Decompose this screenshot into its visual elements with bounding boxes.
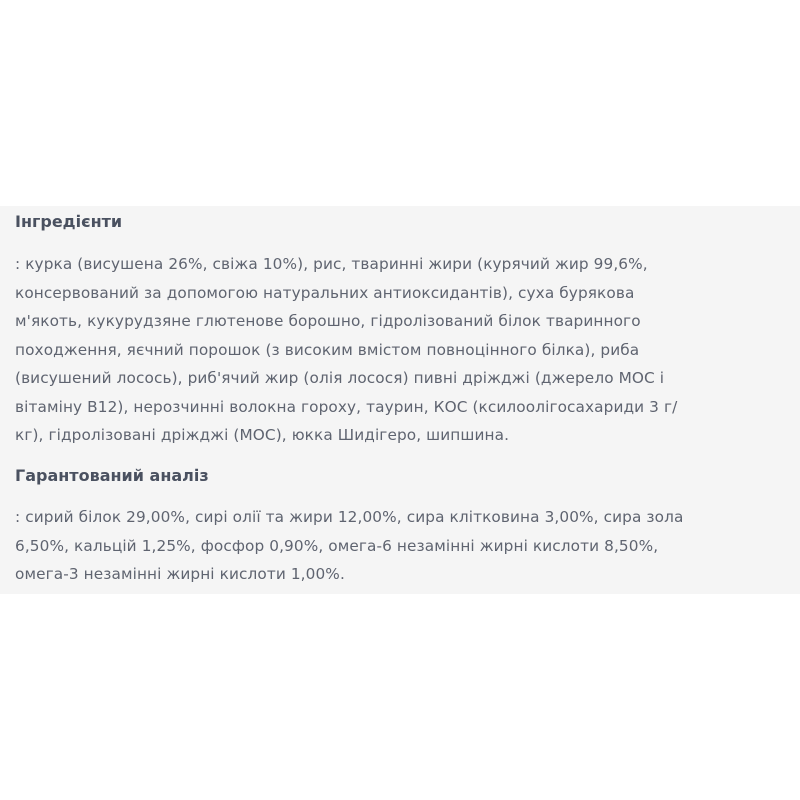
ingredients-line: (висушений лосось), риб'ячий жир (олія лосося) пивні дріжджі (джерело МОС і xyxy=(15,369,665,387)
analysis-line: омега-3 незамінні жирні кислоти 1,00%. xyxy=(15,565,345,583)
analysis-line: 6,50%, кальцій 1,25%, фосфор 0,90%, омега-6 незамінні жирні кислоти 8,50%, xyxy=(15,536,659,555)
analysis-line: : сирий білок 29,00%, сирі олії та жири 12,00%, сира клітковина 3,00%, сира зола xyxy=(15,508,684,526)
ingredients-heading: Інгредієнти xyxy=(15,212,123,231)
ingredients-line: м'якоть, кукурудзяне глютенове борошно, гідролізований білок тваринного xyxy=(15,312,641,330)
guaranteed-analysis-heading: Гарантований аналіз xyxy=(15,466,209,485)
guaranteed-analysis-text xyxy=(15,503,785,589)
ingredients-text xyxy=(15,250,785,450)
ingredients-section xyxy=(15,208,785,450)
ingredients-line: кг), гідролізовані дріжджі (МОС), юкка Шидігеро, шипшина. xyxy=(15,426,510,444)
ingredients-line: вітаміну В12), нерозчинні волокна гороху, таурин, КОС (ксилоолігосахариди 3 г/ xyxy=(15,397,678,416)
guaranteed-analysis-section xyxy=(15,462,785,589)
ingredients-line: консервований за допомогою натуральних антиоксидантів), суха бурякова xyxy=(15,283,635,302)
product-info-panel xyxy=(0,206,800,594)
ingredients-line: походження, яєчний порошок (з високим вмістом повноцінного білка), риба xyxy=(15,340,640,359)
ingredients-line: : курка (висушена 26%, свіжа 10%), рис, тваринні жири (курячий жир 99,6%, xyxy=(15,255,648,273)
